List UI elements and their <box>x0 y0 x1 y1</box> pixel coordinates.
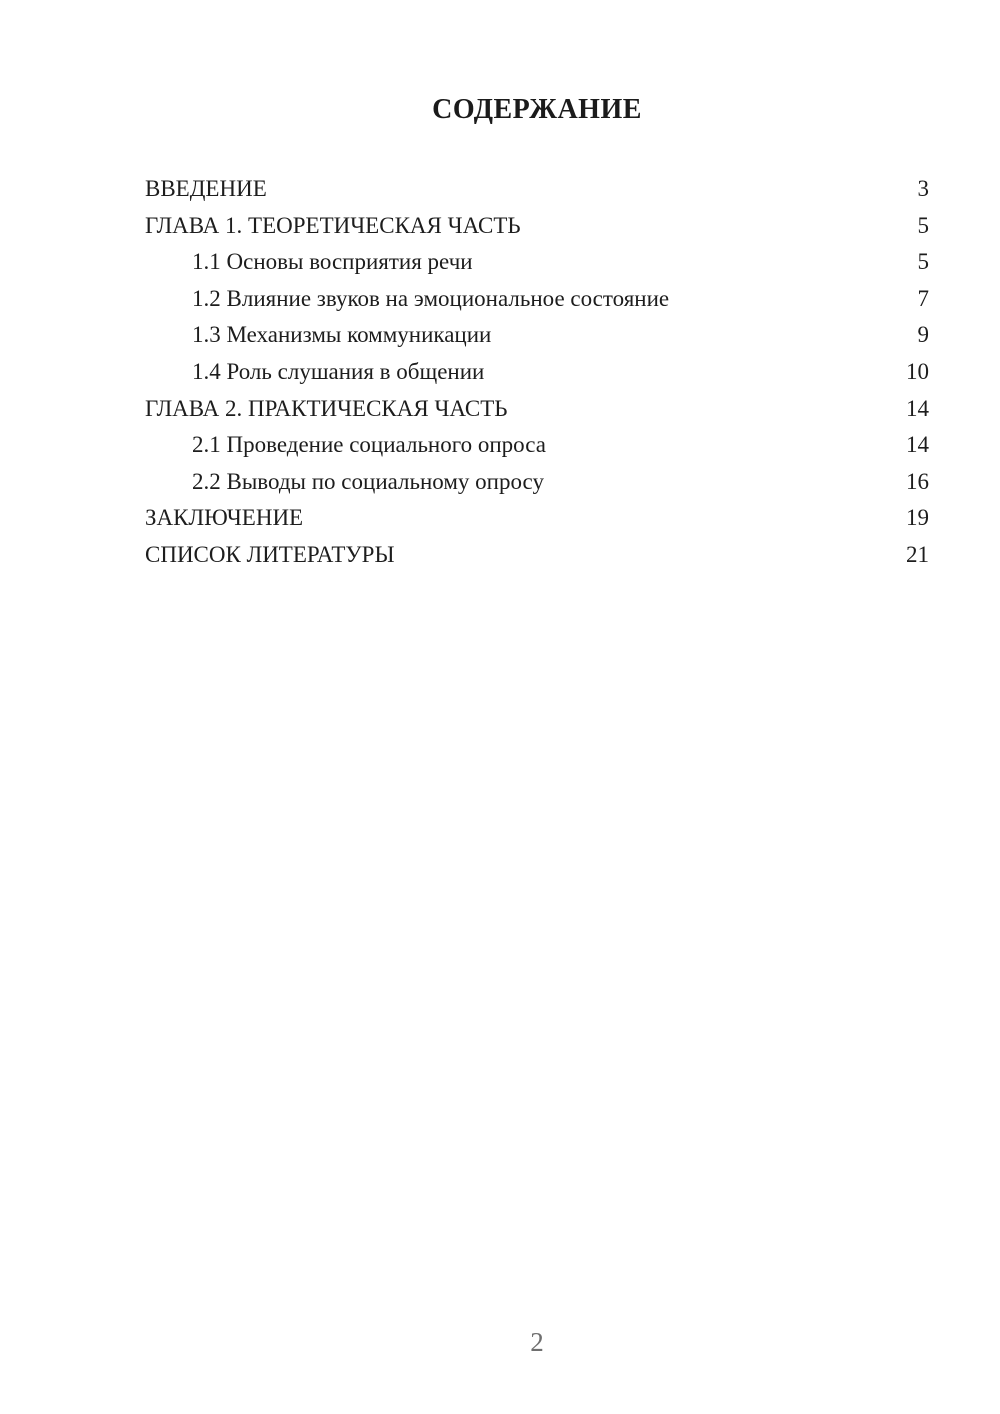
page-number-footer: 2 <box>530 1327 544 1357</box>
toc-entry-page-number: 14 <box>906 395 929 421</box>
toc-content <box>145 93 929 574</box>
toc-entry-page-number: 3 <box>917 176 929 201</box>
toc-entry-label: 2.2 Выводы по социальному опросу <box>192 468 544 494</box>
toc-entry-page-number: 10 <box>906 358 929 384</box>
toc-row <box>145 281 929 318</box>
toc-entry-label: 1.2 Влияние звуков на эмоциональное состояние <box>192 285 670 311</box>
toc-row <box>145 317 929 354</box>
toc-row <box>145 354 929 391</box>
toc-entry-label: СПИСОК ЛИТЕРАТУРЫ <box>145 541 395 567</box>
toc-row <box>145 427 929 464</box>
toc-list <box>145 171 929 574</box>
toc-entry-page-number: 14 <box>906 432 929 458</box>
page-title: СОДЕРЖАНИЕ <box>432 94 642 125</box>
toc-row <box>145 244 929 281</box>
toc-entry-label: 2.1 Проведение социального опроса <box>192 432 546 458</box>
toc-entry-label: 1.1 Основы восприятия речи <box>192 249 473 275</box>
toc-entry-page-number: 7 <box>917 285 929 311</box>
toc-entry-label: ВВЕДЕНИЕ <box>145 176 267 201</box>
toc-row <box>145 464 929 501</box>
toc-entry-page-number: 16 <box>906 468 929 494</box>
toc-entry-label: ГЛАВА 1. ТЕОРЕТИЧЕСКАЯ ЧАСТЬ <box>145 212 521 238</box>
toc-entry-label: ЗАКЛЮЧЕНИЕ <box>145 505 304 531</box>
toc-entry-page-number: 21 <box>906 541 929 567</box>
toc-entry-label: ГЛАВА 2. ПРАКТИЧЕСКАЯ ЧАСТЬ <box>145 395 508 421</box>
toc-entry-page-number: 5 <box>917 249 929 275</box>
toc-row <box>145 208 929 245</box>
toc-row <box>145 391 929 428</box>
toc-entry-page-number: 19 <box>906 505 929 531</box>
toc-row <box>145 171 929 208</box>
toc-row <box>145 500 929 537</box>
toc-entry-label: 1.3 Механизмы коммуникации <box>192 322 492 348</box>
toc-row <box>145 537 929 574</box>
toc-entry-page-number: 9 <box>917 322 929 348</box>
toc-entry-label: 1.4 Роль слушания в общении <box>192 358 485 384</box>
toc-entry-page-number: 5 <box>917 212 929 238</box>
